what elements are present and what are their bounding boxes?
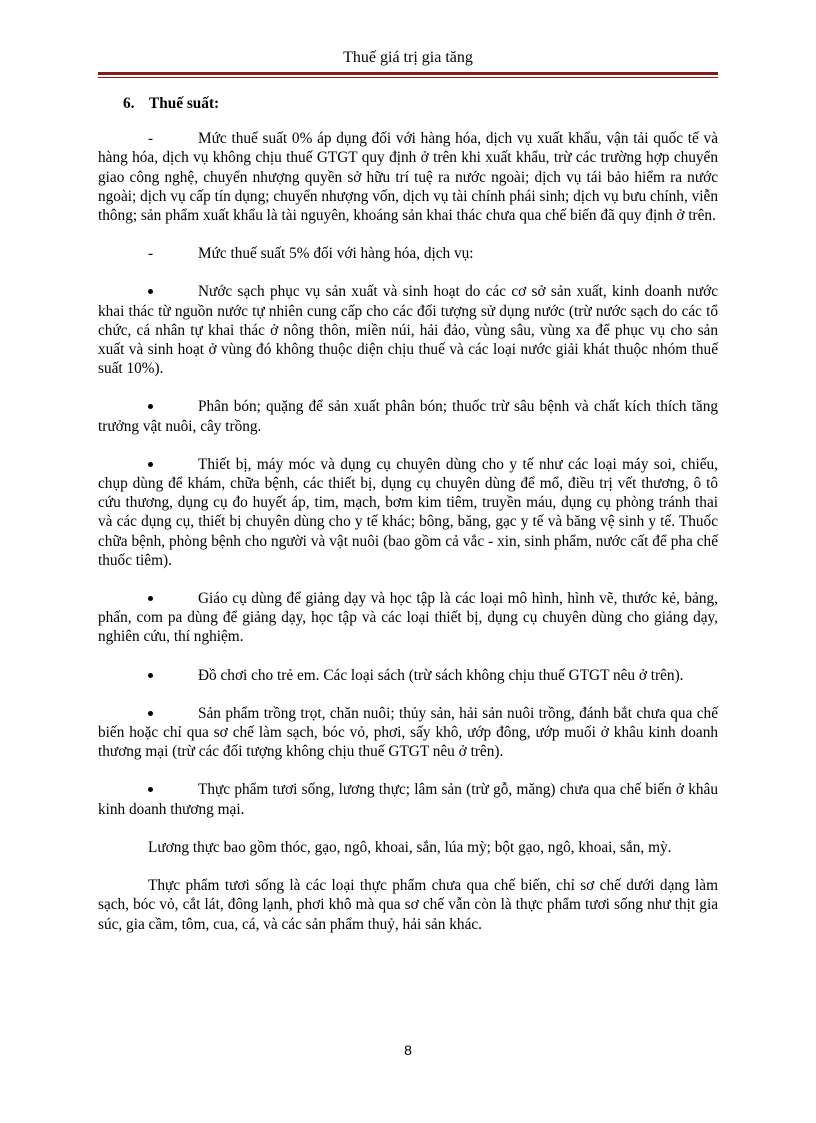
paragraph-text: Mức thuế suất 0% áp dụng đối với hàng hóa, dịch vụ xuất khẩu, vận tải quốc tế và hàng hóa, dịch vụ không chịu thuế GTGT quy định ở trên khi xuất khẩu, trừ các trường hợp chuyển giao công nghệ, chuyển nhượng quyền sở hữu trí tuệ ra nước ngoài; dịch vụ tái bảo hiểm ra nước ngoài; dịch vụ cấp tín dụng; chuyển nhượng vốn, dịch vụ tài chính phái sinh; dịch vụ bưu chính, viễn thông; sản phẩm xuất khẩu là tài nguyên, khoáng sản khai thác chưa qua chế biến đã quy định ở trên. [98,130,718,225]
bullet-icon [148,673,153,678]
paragraph-grain: Lương thực bao gồm thóc, gạo, ngô, khoai, sắn, lúa mỳ; bột gạo, ngô, khoai, sắn, mỳ. [148,838,672,856]
bullet-text: Phân bón; quặng để sản xuất phân bón; thuốc trừ sâu bệnh và chất kích thích tăng trưởng vật nuôi, cây trồng. [98,398,718,435]
header-rule-thick [98,72,718,75]
page-number: 8 [404,1042,412,1058]
bullet-item-medical [98,455,718,570]
paragraph-rate-5 [98,244,718,263]
section-title: Thuế suất: [149,95,220,112]
bullet-text: Đồ chơi cho trẻ em. Các loại sách (trừ sách không chịu thuế GTGT nêu ở trên). [198,666,684,684]
dash-marker: - [148,130,154,148]
bullet-item-agriculture [98,704,718,762]
bullet-text: Nước sạch phục vụ sản xuất và sinh hoạt do các cơ sở sản xuất, kinh doanh nước khai thác từ nguồn nước tự nhiên cung cấp cho các đối tượng sử dụng nước (trừ nước sạch do các tổ chức, cá nhân tự khai thác ở nông thôn, miền núi, hải đảo, vùng sâu, vùng xa để phục vụ cho sản xuất và sinh hoạt ở vùng đó không thuộc diện chịu thuế và các loại nước giải khát thuộc nhóm thuế suất 10%). [98,283,718,378]
bullet-icon [148,462,153,467]
paragraph-fresh-food: Thực phẩm tươi sống là các loại thực phẩm chưa qua chế biến, chỉ sơ chế dưới dạng làm sạch, bóc vỏ, cắt lát, đông lạnh, phơi khô mà qua sơ chế vẫn còn là thực phẩm tươi sống như thịt gia súc, gia cầm, tôm, cua, cá, và các sản phẩm thuỷ, hải sản khác. [98,877,718,933]
bullet-item-water [98,282,718,378]
bullet-icon [148,289,153,294]
document-body [98,94,718,953]
section-number: 6. [123,95,135,112]
bullet-item-teaching [98,589,718,647]
page-header-title: Thuế giá trị gia tăng [343,49,473,66]
bullet-text: Sản phẩm trồng trọt, chăn nuôi; thủy sản, hải sản nuôi trồng, đánh bắt chưa qua chế biến hoặc chỉ qua sơ chế làm sạch, bóc vỏ, phơi, sấy khô, ướp đông, ướp muối ở khâu kinh doanh thương mại (trừ các đối tượng không chịu thuế GTGT nêu ở trên). [98,704,718,761]
bullet-item-toys [98,666,718,685]
bullet-icon [148,404,153,409]
bullet-icon [148,596,153,601]
dash-marker: - [148,245,154,263]
bullet-text: Giáo cụ dùng để giảng dạy và học tập là các loại mô hình, hình vẽ, thước kẻ, bảng, phấn, com pa dùng để giảng dạy, học tập và các loại thiết bị, dụng cụ chuyên dùng cho giảng dạy, nghiên cứu, thí nghiệm. [98,590,718,646]
header-rule-thin [98,77,718,78]
bullet-text: Thiết bị, máy móc và dụng cụ chuyên dùng cho y tế như các loại máy soi, chiếu, chụp dùng để khám, chữa bệnh, các thiết bị, dụng cụ chuyên dùng để mổ, điều trị vết thương, ô tô cứu thương, dụng cụ đo huyết áp, tim, mạch, bơm kim tiêm, truyền máu, dụng cụ phòng tránh thai và các dụng cụ, thiết bị chuyên dùng cho y tế khác; bông, băng, gạc y tế và băng vệ sinh y tế. Thuốc chữa bệnh, phòng bệnh cho người và vật nuôi (bao gồm cả vắc - xin, sinh phẩm, nước cất để pha chế thuốc tiêm). [98,455,718,569]
bullet-item-fertilizer [98,397,718,435]
bullet-text: Thực phẩm tươi sống, lương thực; lâm sản (trừ gỗ, măng) chưa qua chế biến ở khâu kinh doanh thương mại. [98,781,718,818]
section-heading [98,94,718,113]
bullet-item-food [98,780,718,818]
bullet-icon [148,787,153,792]
paragraph-rate-0 [98,129,718,225]
bullet-icon [148,711,153,716]
paragraph-text: Mức thuế suất 5% đối với hàng hóa, dịch vụ: [198,245,474,263]
